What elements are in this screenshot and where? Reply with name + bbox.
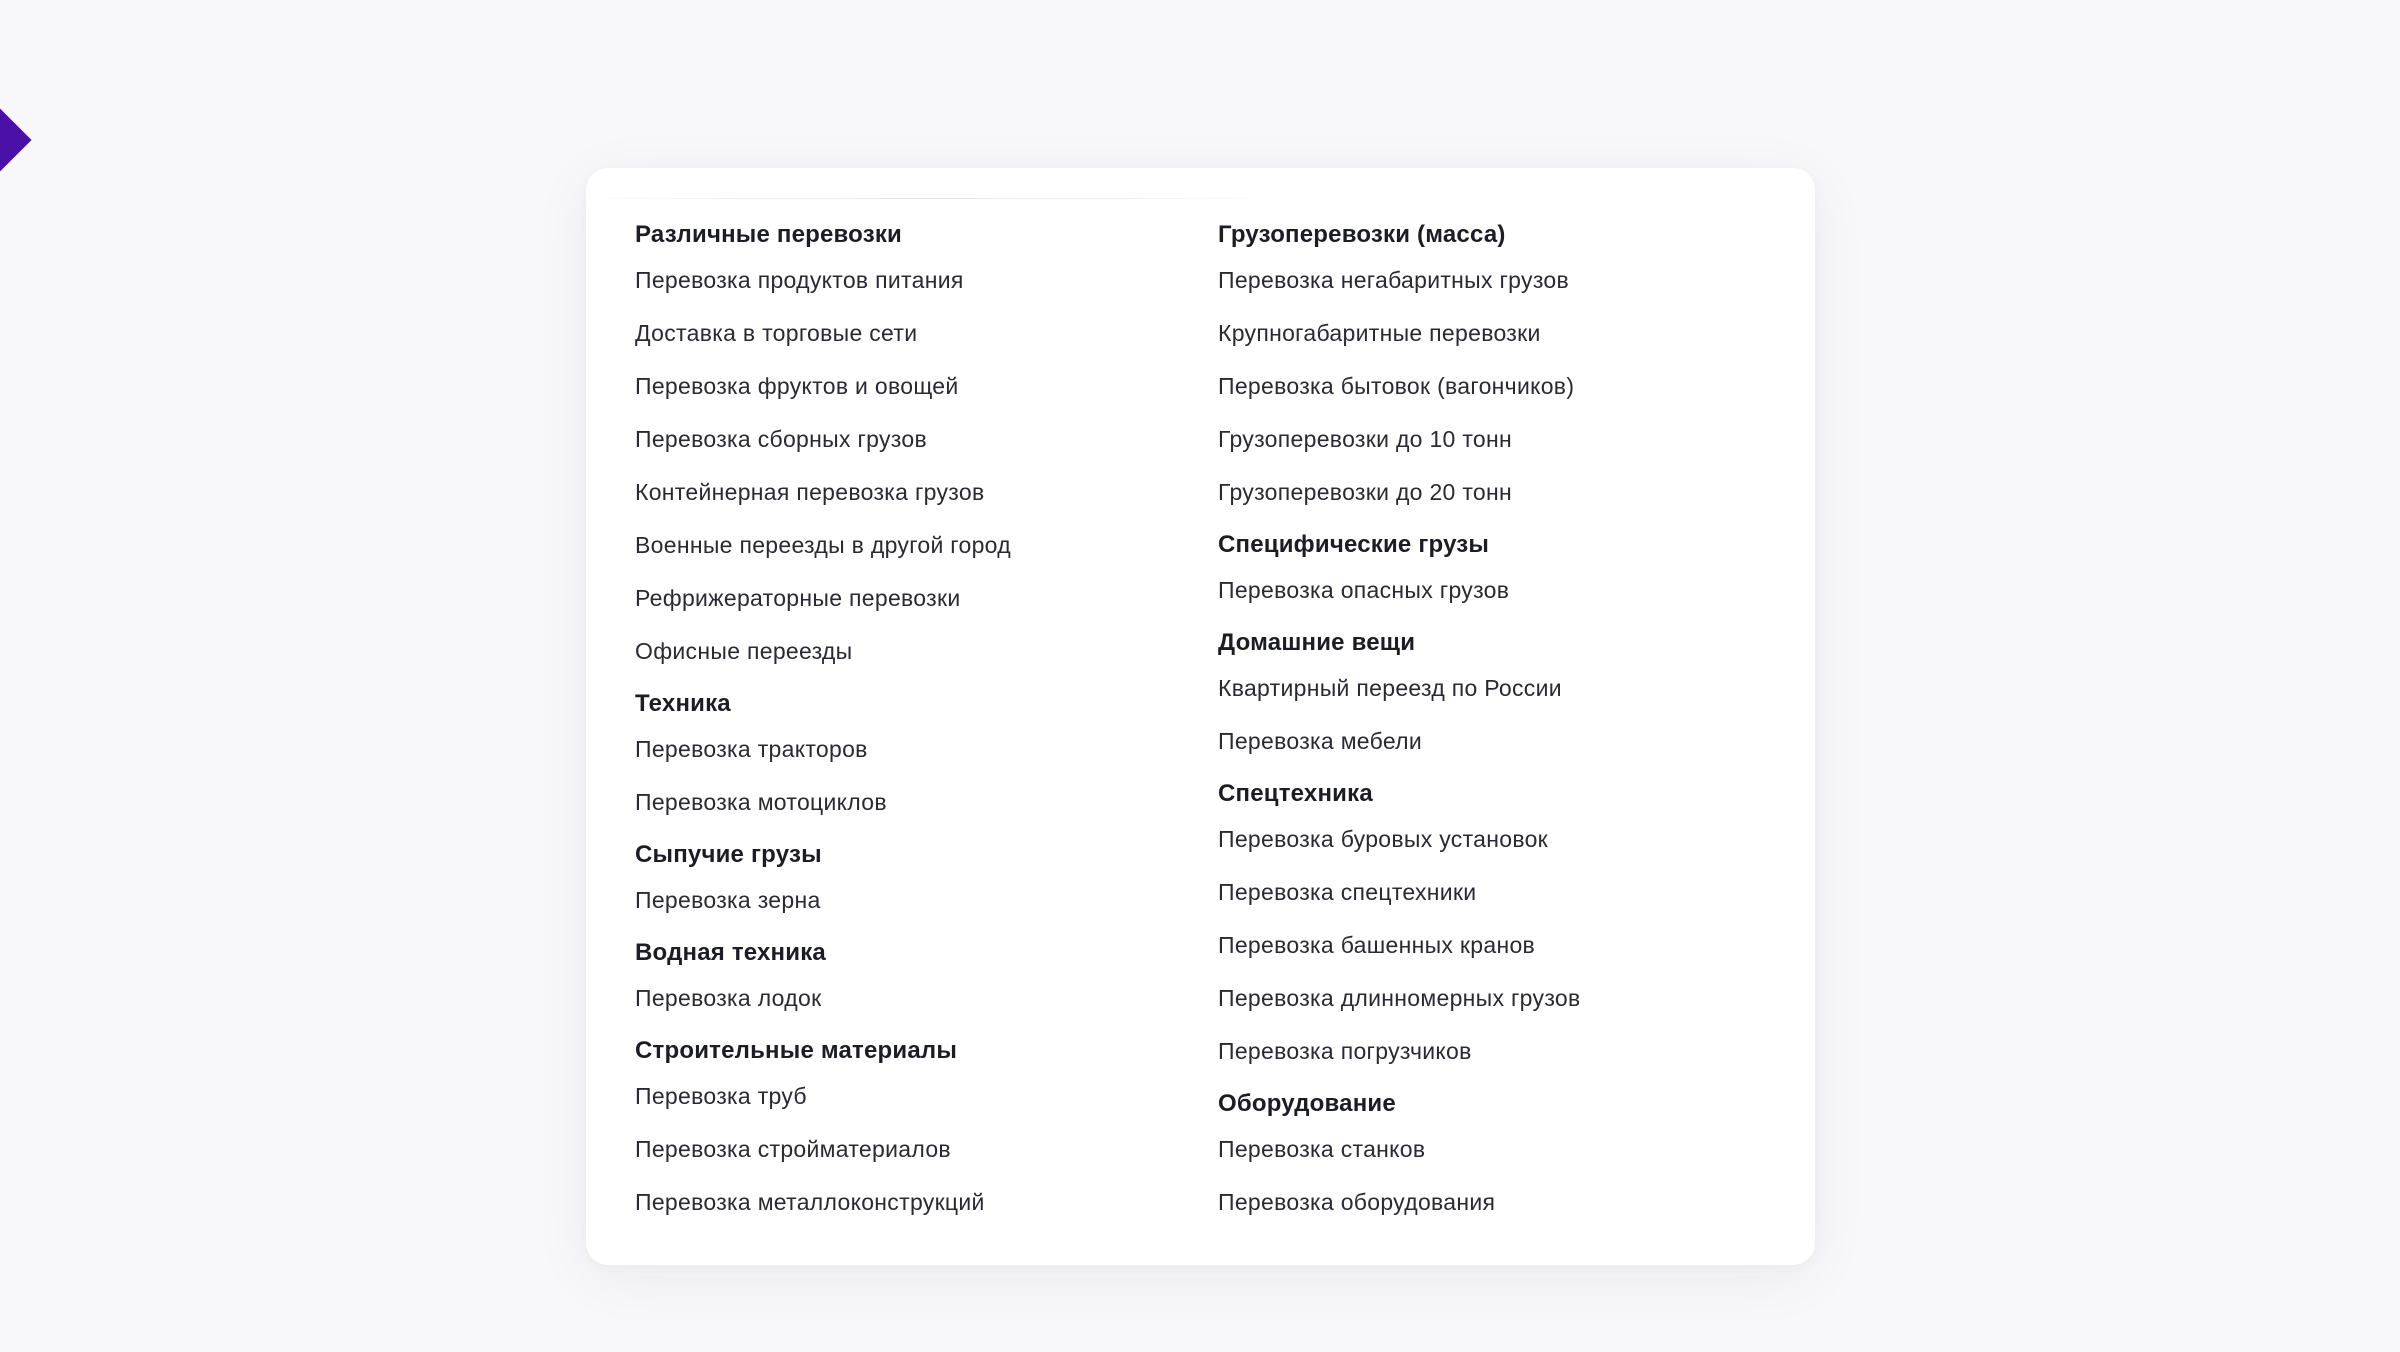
menu-link[interactable]: Перевозка мотоциклов (635, 789, 887, 815)
menu-group-title: Грузоперевозки (масса) (1218, 221, 1506, 248)
menu-link[interactable]: Грузоперевозки до 20 тонн (1218, 479, 1512, 505)
menu-link[interactable]: Перевозка станков (1218, 1136, 1426, 1162)
menu-link[interactable]: Перевозка буровых установок (1218, 826, 1549, 852)
menu-group (1218, 1089, 1775, 1238)
menu-group-title: Сыпучие грузы (635, 841, 822, 868)
menu-group (1218, 779, 1775, 1087)
menu-group-title: Строительные материалы (635, 1037, 958, 1064)
menu-link[interactable]: Перевозка башенных кранов (1218, 932, 1536, 958)
menu-group-title: Специфические грузы (1218, 531, 1490, 558)
menu-link[interactable]: Перевозка спецтехники (1218, 879, 1477, 905)
menu-column-right (1218, 220, 1775, 1238)
menu-link[interactable]: Перевозка длинномерных грузов (1218, 985, 1581, 1011)
menu-link[interactable]: Перевозка сборных грузов (635, 426, 927, 452)
menu-group (635, 220, 1218, 687)
services-dropdown-menu (586, 168, 1815, 1265)
menu-link[interactable]: Военные переезды в другой город (635, 532, 1011, 558)
menu-link[interactable]: Перевозка негабаритных грузов (1218, 267, 1570, 293)
menu-link[interactable]: Крупногабаритные перевозки (1218, 320, 1541, 346)
menu-link[interactable]: Квартирный переезд по России (1218, 675, 1562, 701)
menu-group (635, 840, 1218, 936)
menu-link[interactable]: Грузоперевозки до 10 тонн (1218, 426, 1512, 452)
menu-link[interactable]: Рефрижераторные перевозки (635, 585, 961, 611)
menu-group-title: Водная техника (635, 939, 826, 966)
menu-link[interactable]: Перевозка металлоконструкций (635, 1189, 985, 1215)
menu-link[interactable]: Контейнерная перевозка грузов (635, 479, 985, 505)
menu-link[interactable]: Перевозка мебели (1218, 728, 1423, 754)
menu-group-title: Техника (635, 690, 731, 717)
menu-link[interactable]: Перевозка оборудования (1218, 1189, 1496, 1215)
menu-column-left (635, 220, 1218, 1238)
menu-link[interactable]: Перевозка лодок (635, 985, 822, 1011)
menu-link[interactable]: Доставка в торговые сети (635, 320, 918, 346)
menu-group (1218, 628, 1775, 777)
menu-columns (635, 220, 1775, 1238)
menu-group (1218, 220, 1775, 528)
menu-link[interactable]: Перевозка опасных грузов (1218, 577, 1510, 603)
menu-group-title: Различные перевозки (635, 221, 903, 248)
menu-link[interactable]: Перевозка погрузчиков (1218, 1038, 1472, 1064)
active-indicator-arrow (0, 107, 32, 172)
menu-link[interactable]: Перевозка труб (635, 1083, 807, 1109)
menu-link[interactable]: Офисные переезды (635, 638, 853, 664)
menu-group-title: Оборудование (1218, 1090, 1396, 1117)
divider (608, 198, 1248, 199)
menu-group (635, 1036, 1218, 1238)
menu-link[interactable]: Перевозка продуктов питания (635, 267, 964, 293)
menu-link[interactable]: Перевозка бытовок (вагончиков) (1218, 373, 1575, 399)
menu-group-title: Домашние вещи (1218, 629, 1416, 656)
menu-group (635, 689, 1218, 838)
menu-link[interactable]: Перевозка тракторов (635, 736, 868, 762)
menu-group (635, 938, 1218, 1034)
menu-link[interactable]: Перевозка фруктов и овощей (635, 373, 959, 399)
menu-group (1218, 530, 1775, 626)
menu-link[interactable]: Перевозка стройматериалов (635, 1136, 951, 1162)
menu-link[interactable]: Перевозка зерна (635, 887, 821, 913)
menu-group-title: Спецтехника (1218, 780, 1373, 807)
